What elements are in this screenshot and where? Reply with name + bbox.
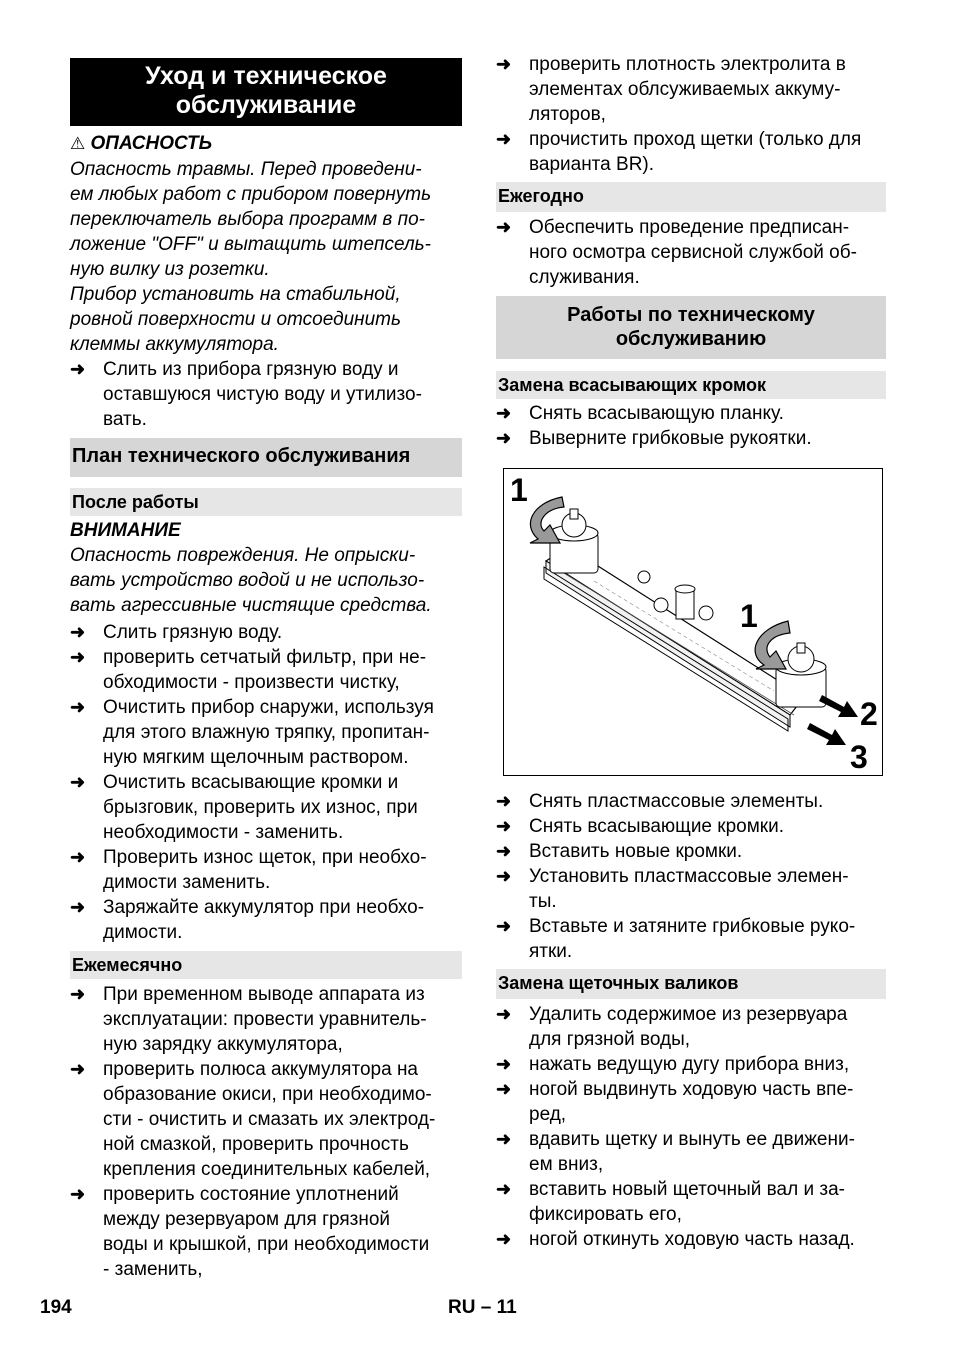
danger-label: ⚠ ОПАСНОСТЬ bbox=[70, 133, 213, 154]
arrow-right-icon: ➜ bbox=[496, 791, 512, 811]
arrow-right-icon: ➜ bbox=[496, 1179, 512, 1199]
arrow-right-icon: ➜ bbox=[496, 1004, 512, 1024]
list-item: ➜ ногой откинуть ходовую часть назад. bbox=[496, 1229, 855, 1250]
after-work-list bbox=[70, 620, 462, 945]
arrow-right-icon: ➜ bbox=[496, 841, 512, 861]
monthly-heading: Ежемесячно bbox=[70, 951, 462, 979]
after-work-heading: После работы bbox=[70, 488, 462, 516]
arrow-right-icon: ➜ bbox=[70, 359, 86, 379]
arrow-right-icon: ➜ bbox=[70, 697, 86, 717]
list-item: ➜ При временном выводе аппарата из эксплуатации: провести уравнитель- ную зарядку аккумулятора, bbox=[70, 984, 427, 1055]
monthly-list bbox=[70, 982, 462, 1282]
list-item: ➜ Выверните грибковые рукоятки. bbox=[496, 428, 812, 449]
squeegee-illustration bbox=[504, 469, 882, 775]
figure-label: 1 bbox=[510, 472, 528, 508]
top-list bbox=[496, 52, 886, 177]
chapter-title: Уход и техническое обслуживание bbox=[70, 58, 462, 126]
list-item: ➜ Очистить прибор снаружи, используя для этого влажную тряпку, пропитан- ную мягким щелочным раствором. bbox=[70, 697, 434, 768]
list-item: ➜ Слить из прибора грязную воду и оставшуюся чистую воду и утилизо- вать. bbox=[70, 359, 422, 430]
arrow-right-icon: ➜ bbox=[496, 54, 512, 74]
right-mushroom-knob bbox=[776, 643, 826, 707]
list-item: ➜ проверить сетчатый фильтр, при не- обходимости - произвести чистку, bbox=[70, 647, 427, 693]
yearly-list bbox=[496, 215, 886, 290]
arrow-right-icon: ➜ bbox=[496, 866, 512, 886]
works-heading: Работы по техническому обслуживанию bbox=[496, 296, 886, 359]
list-item: ➜ Вставить новые кромки. bbox=[496, 841, 743, 862]
list-item: ➜ Удалить содержимое из резервуара для грязной воды, bbox=[496, 1004, 848, 1050]
arrow-right-icon: ➜ bbox=[496, 1079, 512, 1099]
attention-text: Опасность повреждения. Не опрыски- вать устройство водой и не использо- вать агрессивные чистящие средства. bbox=[70, 545, 432, 616]
arrow-right-icon: ➜ bbox=[496, 1229, 512, 1249]
arrow-right-down-icon bbox=[807, 723, 846, 745]
attention-label: ВНИМАНИЕ bbox=[70, 520, 181, 541]
list-item: ➜ Проверить износ щеток, при необхо- димости заменить. bbox=[70, 847, 427, 893]
page-number: 194 bbox=[40, 1297, 72, 1318]
arrow-right-icon: ➜ bbox=[70, 772, 86, 792]
list-item: ➜ Снять пластмассовые элементы. bbox=[496, 791, 824, 812]
list-item: ➜ Снять всасывающие кромки. bbox=[496, 816, 784, 837]
list-item: ➜ ногой выдвинуть ходовую часть впе- ред, bbox=[496, 1079, 854, 1125]
list-item: ➜ вставить новый щеточный вал и за- фиксировать его, bbox=[496, 1179, 845, 1225]
arrow-right-icon: ➜ bbox=[70, 622, 86, 642]
plan-heading: План технического обслуживания bbox=[70, 438, 462, 477]
list-item: ➜ нажать ведущую дугу прибора вниз, bbox=[496, 1054, 850, 1075]
arrow-right-icon: ➜ bbox=[496, 403, 512, 423]
arrow-right-icon: ➜ bbox=[496, 1054, 512, 1074]
brush-heading: Замена щеточных валиков bbox=[496, 969, 886, 999]
arrow-right-icon: ➜ bbox=[496, 816, 512, 836]
list-item: ➜ прочистить проход щетки (только для варианта BR). bbox=[496, 129, 862, 175]
left-column bbox=[70, 0, 462, 1280]
figure-label: 3 bbox=[850, 739, 868, 775]
arrow-right-icon: ➜ bbox=[496, 1129, 512, 1149]
arrow-right-icon: ➜ bbox=[70, 847, 86, 867]
list-item: ➜ Очистить всасывающие кромки и брызговик, проверить их износ, при необходимости - заменить. bbox=[70, 772, 418, 843]
squeegee-heading: Замена всасывающих кромок bbox=[496, 371, 886, 399]
arrow-right-icon: ➜ bbox=[70, 984, 86, 1004]
warning-triangle-icon: ⚠ bbox=[70, 134, 86, 153]
footer-section: RU – 11 bbox=[448, 1297, 517, 1318]
danger-text: Опасность травмы. Перед проведени- ем любых работ с прибором повернуть переключатель выбора программ в по- ложение "OFF" и вытащить штепсель- ную вилку из розетки. Прибор установить на стабильной, ровной поверхности и отсоединить клеммы аккумулятора. bbox=[70, 159, 432, 355]
arrow-right-icon: ➜ bbox=[496, 129, 512, 149]
arrow-right-icon: ➜ bbox=[496, 428, 512, 448]
list-item: ➜ Обеспечить проведение предписан- ного осмотра сервисной службой об- служивания. bbox=[496, 217, 857, 288]
arrow-right-icon: ➜ bbox=[70, 897, 86, 917]
list-item: ➜ Вставьте и затяните грибковые руко- ятки. bbox=[496, 916, 856, 962]
figure-label: 1 bbox=[740, 598, 758, 634]
list-item: ➜ Установить пластмассовые элемен- ты. bbox=[496, 866, 849, 912]
arrow-right-icon: ➜ bbox=[70, 1059, 86, 1079]
figure-label: 2 bbox=[860, 696, 878, 732]
squeegee-list-2 bbox=[496, 789, 886, 964]
list-item: ➜ проверить плотность электролита в элементах облсуживаемых аккуму- ляторов, bbox=[496, 54, 846, 125]
list-item: ➜ Снять всасывающую планку. bbox=[496, 403, 784, 424]
yearly-heading: Ежегодно bbox=[496, 182, 886, 212]
arrow-right-icon: ➜ bbox=[70, 647, 86, 667]
list-item: ➜ вдавить щетку и вынуть ее движени- ем вниз, bbox=[496, 1129, 855, 1175]
arrow-right-icon: ➜ bbox=[496, 217, 512, 237]
squeegee-list-1 bbox=[496, 401, 886, 451]
list-item: ➜ проверить полюса аккумулятора на образование окиси, при необходимо- сти - очистить и смазать их электрод- ной смазкой, проверить прочность крепления соединительных кабелей, bbox=[70, 1059, 436, 1180]
list-item: ➜ проверить состояние уплотнений между резервуаром для грязной воды и крышкой, при необходимости - заменить, bbox=[70, 1184, 430, 1280]
squeegee-figure bbox=[503, 468, 883, 776]
brush-list bbox=[496, 1002, 886, 1252]
list-item: ➜ Заряжайте аккумулятор при необхо- димости. bbox=[70, 897, 425, 943]
arrow-right-icon: ➜ bbox=[496, 916, 512, 936]
list-item: ➜ Слить грязную воду. bbox=[70, 622, 283, 643]
arrow-right-icon: ➜ bbox=[70, 1184, 86, 1204]
